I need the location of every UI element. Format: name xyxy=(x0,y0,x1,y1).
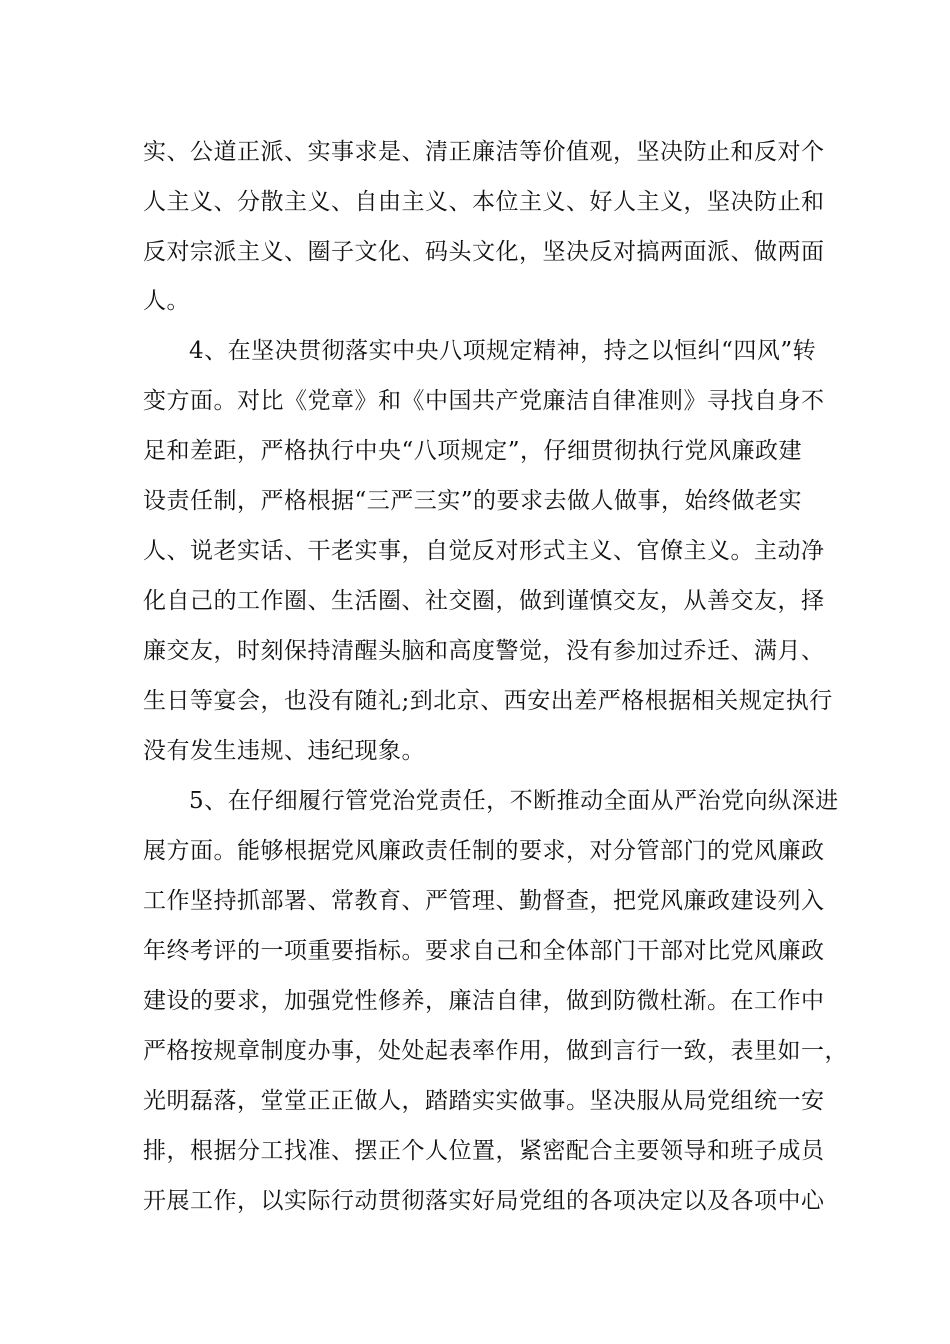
paragraph-5-first-line: 5、在仔细履行管党治党责任，不断推动全面从严治党向纵深进 xyxy=(189,788,839,814)
text-line: 足和差距，严格执行中央“八项规定”，仔细贯彻执行党风廉政建 xyxy=(143,438,803,464)
paragraph-4-first-line: 4、在坚决贯彻落实中央八项规定精神，持之以恒纠“四风”转 xyxy=(189,338,817,364)
text-line: 工作坚持抓部署、常教育、严管理、勤督查，把党风廉政建设列入 xyxy=(143,888,825,914)
text-line: 人。 xyxy=(143,288,190,314)
text-line: 建设的要求，加强党性修养，廉洁自律，做到防微杜渐。在工作中 xyxy=(143,988,825,1014)
text-line: 人、说老实话、干老实事，自觉反对形式主义、官僚主义。主动净 xyxy=(143,538,825,564)
text-line: 开展工作，以实际行动贯彻落实好局党组的各项决定以及各项中心 xyxy=(143,1188,825,1214)
text-line: 年终考评的一项重要指标。要求自己和全体部门干部对比党风廉政 xyxy=(143,938,825,964)
text-line: 反对宗派主义、圈子文化、码头文化，坚决反对搞两面派、做两面 xyxy=(143,239,825,265)
text-line: 排，根据分工找准、摆正个人位置，紧密配合主要领导和班子成员 xyxy=(143,1138,825,1164)
text-line: 实、公道正派、实事求是、清正廉洁等价值观，坚决防止和反对个 xyxy=(143,139,825,165)
text-line: 人主义、分散主义、自由主义、本位主义、好人主义，坚决防止和 xyxy=(143,189,825,215)
text-line: 化自己的工作圈、生活圈、社交圈，做到谨慎交友，从善交友，择 xyxy=(143,588,825,614)
text-line: 设责任制，严格根据“三严三实”的要求去做人做事，始终做老实 xyxy=(143,488,803,514)
text-line: 廉交友，时刻保持清醒头脑和高度警觉，没有参加过乔迁、满月、 xyxy=(143,638,825,664)
text-line: 严格按规章制度办事，处处起表率作用，做到言行一致，表里如一， xyxy=(143,1038,848,1064)
text-line: 生日等宴会，也没有随礼;到北京、西安出差严格根据相关规定执行 xyxy=(143,688,833,714)
text-line: 光明磊落，堂堂正正做人，踏踏实实做事。坚决服从局党组统一安 xyxy=(143,1088,825,1114)
text-line: 变方面。对比《党章》和《中国共产党廉洁自律准则》寻找自身不 xyxy=(143,388,825,414)
text-line: 没有发生违规、违纪现象。 xyxy=(143,738,425,764)
text-line: 展方面。能够根据党风廉政责任制的要求，对分管部门的党风廉政 xyxy=(143,838,825,864)
